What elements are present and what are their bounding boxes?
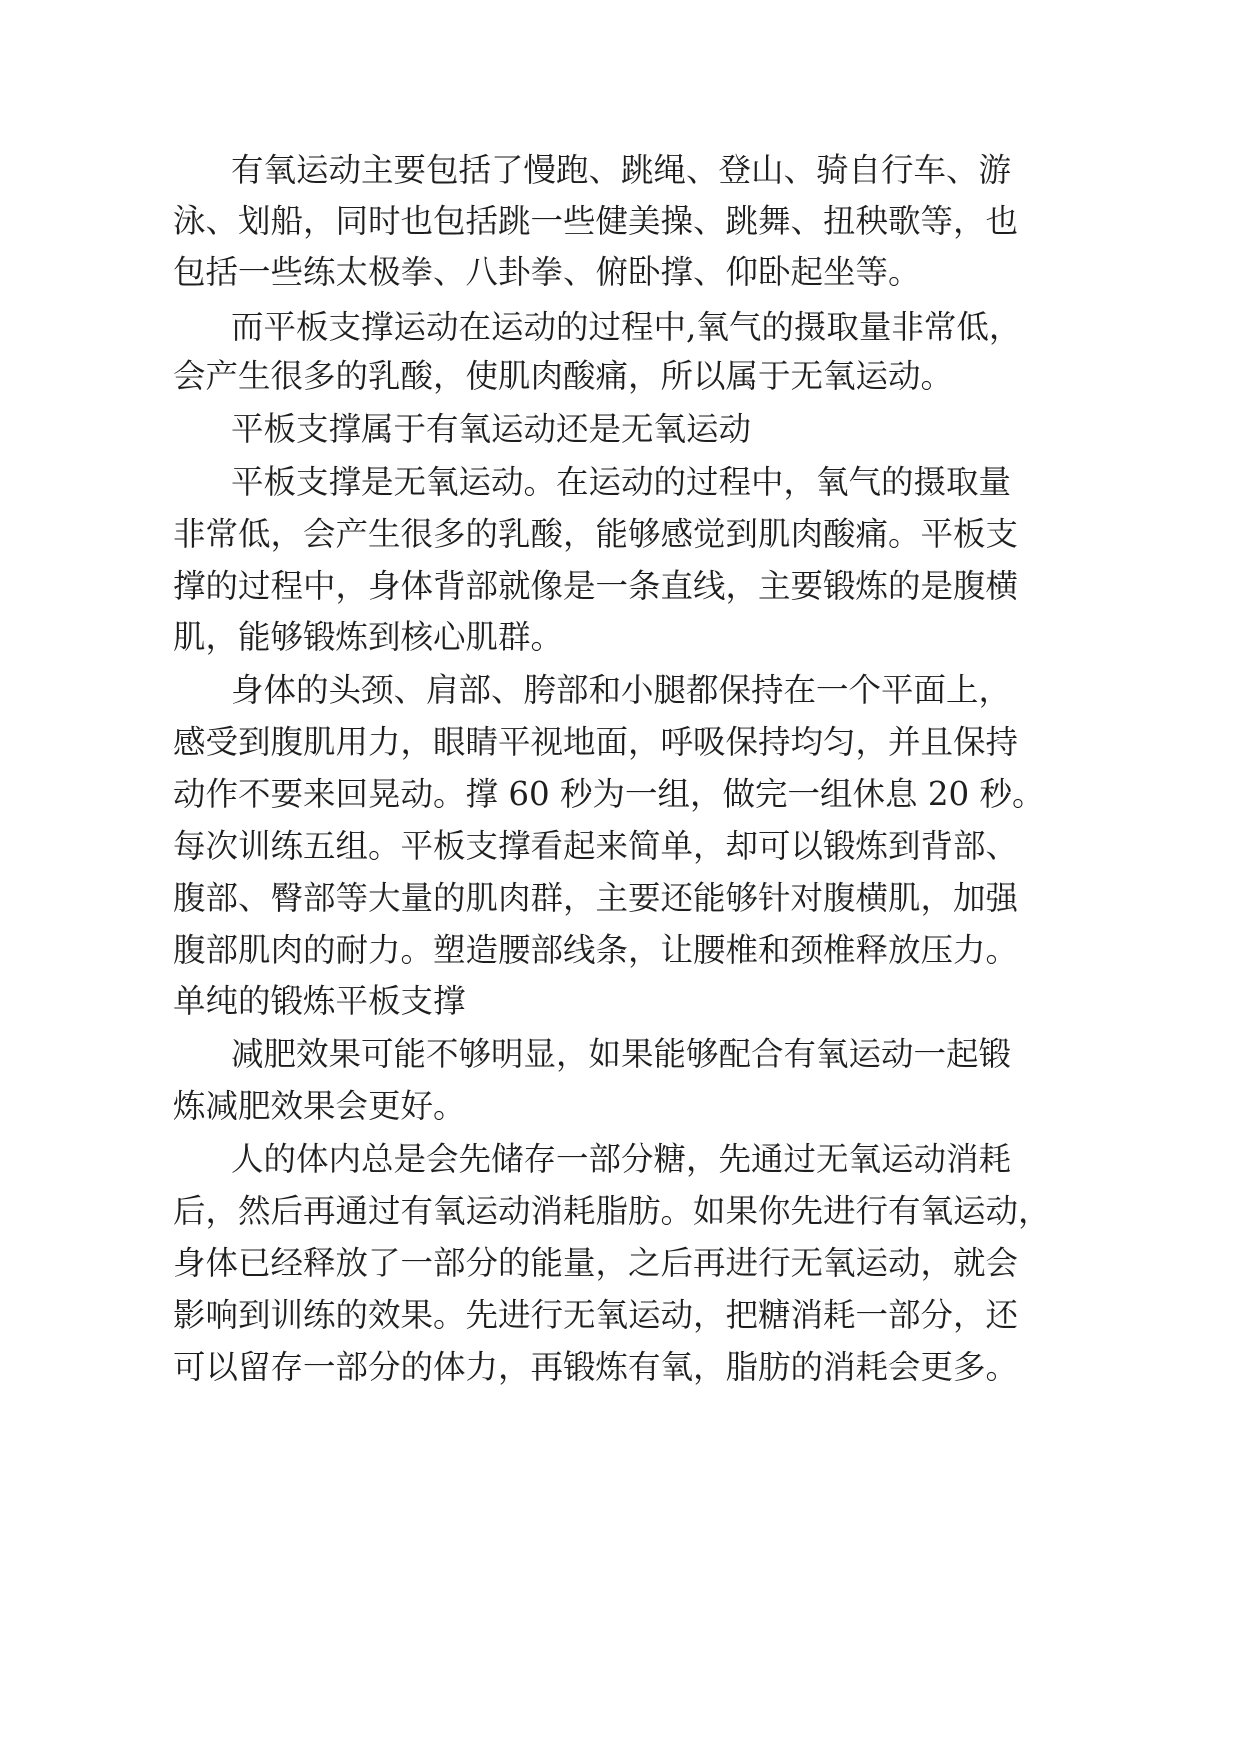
text-line: 非常低，会产生很多的乳酸，能够感觉到肌肉酸痛。平板支 [173,515,1019,553]
section-heading: 平板支撑属于有氧运动还是无氧运动 [231,410,752,448]
text-line: 有氧运动主要包括了慢跑、跳绳、登山、骑自行车、游 [231,151,1012,189]
text-line: 后，然后再通过有氧运动消耗脂肪。如果你先进行有氧运动， [173,1192,1051,1230]
text-line: 腹部、臀部等大量的肌肉群，主要还能够针对腹横肌，加强 [173,879,1019,917]
text-line: 炼减肥效果会更好。 [173,1087,466,1125]
text-line: 影响到训练的效果。先进行无氧运动，把糖消耗一部分，还 [173,1296,1019,1334]
text-line: 会产生很多的乳酸，使肌肉酸痛，所以属于无氧运动。 [173,357,954,395]
text-line: 包括一些练太极拳、八卦拳、俯卧撑、仰卧起坐等。 [173,253,921,291]
text-line: 可以留存一部分的体力，再锻炼有氧，脂肪的消耗会更多。 [173,1348,1019,1386]
text-line: 人的体内总是会先储存一部分糖，先通过无氧运动消耗 [231,1140,1012,1178]
text-line: 单纯的锻炼平板支撑 [173,982,466,1020]
text-line: 每次训练五组。平板支撑看起来简单，却可以锻炼到背部、 [173,827,1019,865]
text-line: 而平板支撑运动在运动的过程中,氧气的摄取量非常低， [231,308,1022,346]
text-line: 感受到腹肌用力，眼睛平视地面，呼吸保持均匀，并且保持 [173,723,1019,761]
text-line: 撑的过程中，身体背部就像是一条直线，主要锻炼的是腹横 [173,567,1019,605]
text-line: 肌，能够锻炼到核心肌群。 [173,618,564,656]
text-line: 减肥效果可能不够明显，如果能够配合有氧运动一起锻 [231,1035,1012,1073]
text-line: 身体的头颈、肩部、胯部和小腿都保持在一个平面上， [231,671,1012,709]
text-line: 动作不要来回晃动。撑 60 秒为一组，做完一组休息 20 秒。 [173,775,1045,813]
text-line: 平板支撑是无氧运动。在运动的过程中，氧气的摄取量 [231,463,1012,501]
text-line: 身体已经释放了一部分的能量，之后再进行无氧运动，就会 [173,1244,1019,1282]
text-line: 泳、划船，同时也包括跳一些健美操、跳舞、扭秧歌等，也 [173,202,1019,240]
text-line: 腹部肌肉的耐力。塑造腰部线条，让腰椎和颈椎释放压力。 [173,931,1019,969]
